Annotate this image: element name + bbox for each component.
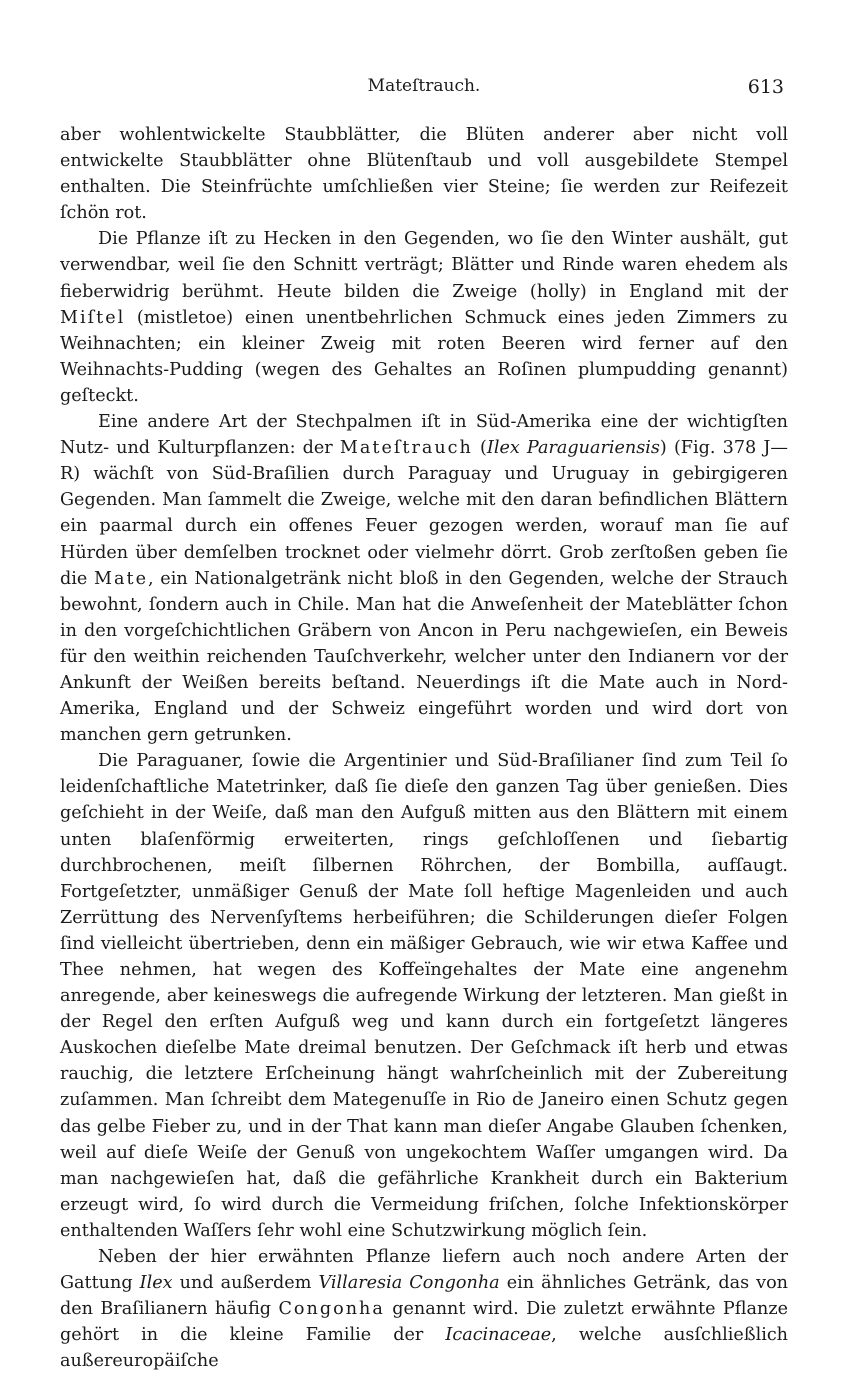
figure-reference: (Fig. 378 J—R) xyxy=(60,438,788,485)
paragraph-4 xyxy=(60,748,788,1244)
paragraph-1 xyxy=(60,122,788,226)
paragraph-2 xyxy=(60,226,788,409)
paragraph-3-text-a: Eine andere Art der Stechpalmen iſt in Süd-Amerika eine der wichtigſten Nutz- und Kulturpflanzen: der xyxy=(60,412,788,459)
paragraph-1-text: aber wohlentwickelte Staubblätter, die Blüten anderer aber nicht voll entwickelte Staubblätter ohne Blütenſtaub und voll ausgebildete Stempel enthalten. Die Steinfrüchte umſchließen vier Steine; ſie werden zur Reifezeit ſchön rot. xyxy=(60,125,788,224)
paragraph-3-text-b: wächſt von Süd-Braſilien durch Paraguay und Uruguay in gebirgigeren Gegenden. Man ſammelt die Zweige, welche mit den daran befindlichen Blättern ein paarmal durch ein offenes Feuer gezogen werden, worauf man ſie auf Hürden über demſelben trocknet oder vielmehr dörrt. Grob zerſtoßen geben ſie die xyxy=(60,464,788,589)
body-text xyxy=(60,122,788,1375)
paragraph-5 xyxy=(60,1244,788,1374)
paragraph-5-text-a: Neben der hier erwähnten Pflanze liefern auch noch andere Arten der Gattung xyxy=(60,1247,788,1294)
page-header xyxy=(60,76,788,102)
paragraph-2-text-b: (mistletoe) einen unentbehrlichen Schmuck eines jeden Zimmers zu Weihnachten; ein kleiner Zweig mit roten Beeren wird ferner auf den Weihnachts-Pudding (wegen des Gehaltes an Roſinen plumpudding genannt) geſteckt. xyxy=(60,307,789,406)
paragraph-5-text-d: genannt wird. Die zuletzt erwähnte Pflanze gehört in die kleine Familie der xyxy=(60,1299,789,1346)
page-number: 613 xyxy=(747,76,784,98)
paragraph-3-text-c: , ein Nationalgetränk nicht bloß in den Gegenden, welche der Strauch bewohnt, ſondern auch in Chile. Man hat die Anweſenheit der Mateblätter ſchon in den vorgeſchichtlichen Gräbern von Ancon in Peru nachgewieſen, ein Beweis für den weithin reichenden Tauſchverkehr, welcher unter den Indianern vor der Ankunft der Weißen bereits beſtand. Neuerdings iſt die Mate auch in Nord-Amerika, England und der Schweiz eingeführt worden und wird dort von manchen gern getrunken. xyxy=(60,568,788,746)
paragraph-4-text: Die Paraguaner, ſowie die Argentinier und Süd-Braſilianer ſind zum Teil ſo leidenſchaftliche Matetrinker, daß ſie dieſe den ganzen Tag über genießen. Dies geſchieht in der Weiſe, daß man den Aufguß mitten aus den Blättern mit einem unten blaſenförmig erweiterten, rings geſchloſſenen und ſiebartig durchbrochenen, meiſt ſilbernen Röhrchen, der Bombilla, aufſaugt. Fortgeſetzter, unmäßiger Genuß der Mate ſoll heftige Magenleiden und auch Zerrüttung des Nervenſyſtems herbeiführen; die Schilderungen dieſer Folgen ſind vielleicht übertrieben, denn ein mäßiger Gebrauch, wie wir etwa Kaffee und Thee nehmen, hat wegen des Koffeïngehaltes der Mate eine angenehm anregende, aber keineswegs die aufregende Wirkung der letzteren. Man gießt in der Regel den erſten Aufguß weg und kann durch ein fortgeſetzt längeres Auskochen dieſelbe Mate dreimal benutzen. Der Geſchmack iſt herb und etwas rauchig, die letztere Erſcheinung hängt wahrſcheinlich mit der Zubereitung zuſammen. Man ſchreibt dem Mategenuſſe in Rio de Janeiro einen Schutz gegen das gelbe Fieber zu, und in der That kann man dieſer Angabe Glauben ſchenken, weil auf dieſe Weiſe der Genuß von ungekochtem Waſſer umgangen wird. Da man nachgewieſen hat, daß die gefährliche Krankheit durch ein Bakterium erzeugt wird, ſo wird durch die Vermeidung friſchen, ſolche Infektionskörper enthaltenden Waſſers ſehr wohl eine Schutzwirkung möglich ſein. xyxy=(60,751,788,1241)
term-mate: Mate xyxy=(94,568,149,589)
paragraph-2-text-a: Die Pflanze iſt zu Hecken in den Gegenden, wo ſie den Winter aushält, gut verwendbar, weil ſie den Schnitt verträgt; Blätter und Rinde waren ehedem als fieberwidrig berühmt. Heute bilden die Zweige (holly) in England mit der xyxy=(60,229,788,302)
term-mistel: Miſtel xyxy=(60,307,126,328)
term-matestrauch: Mateſtrauch xyxy=(339,438,473,459)
paragraph-5-text-c: ein ähnliches Getränk, das von den Braſilianern häufig xyxy=(60,1273,789,1320)
latin-name-ilex-paraguariensis: Ilex Paraguariensis xyxy=(486,438,660,459)
latin-name-villaresia: Villaresia Congonha xyxy=(318,1273,500,1294)
paragraph-5-text-e: , welche ausſchließlich außereuropäiſche xyxy=(60,1325,789,1372)
running-title: Mateſtrauch. xyxy=(367,76,481,96)
latin-name-icacinaceae: Icacinaceae xyxy=(445,1325,552,1346)
paragraph-5-text-b: und außerdem xyxy=(179,1273,312,1294)
paragraph-3: Eine andere Art der Stechpalmen iſt in Süd-Amerika eine der wichtigſten Nutz- und Kulturpflanzen: der Mateſtrauch (Ilex Paraguariensis) (Fig. 378 J—R) wächſt von Süd-Braſilien durch Paraguay und Uruguay in gebirgigeren Gegenden. Man ſammelt die Zweige, welche mit den daran befindlichen Blättern ein paarmal durch ein offenes Feuer gezogen werden, worauf man ſie auf Hürden über demſelben trocknet oder vielmehr dörrt. Grob zerſtoßen geben ſie die Mate, ein Nationalgetränk nicht bloß in den Gegenden, welche der Strauch bewohnt, ſondern auch in Chile. Man hat die Anweſenheit der Mateblätter ſchon in den vorgeſchichtlichen Gräbern von Ancon in Peru nachgewieſen, ein Beweis für den weithin reichenden Tauſchverkehr, welcher unter den Indianern vor der Ankunft der Weißen bereits beſtand. Neuerdings iſt die Mate auch in Nord-Amerika, England und der Schweiz eingeführt worden und wird dort von manchen gern getrunken. xyxy=(60,412,788,746)
latin-name-ilex: Ilex xyxy=(139,1273,173,1294)
term-congonha: Congonha xyxy=(278,1299,385,1320)
